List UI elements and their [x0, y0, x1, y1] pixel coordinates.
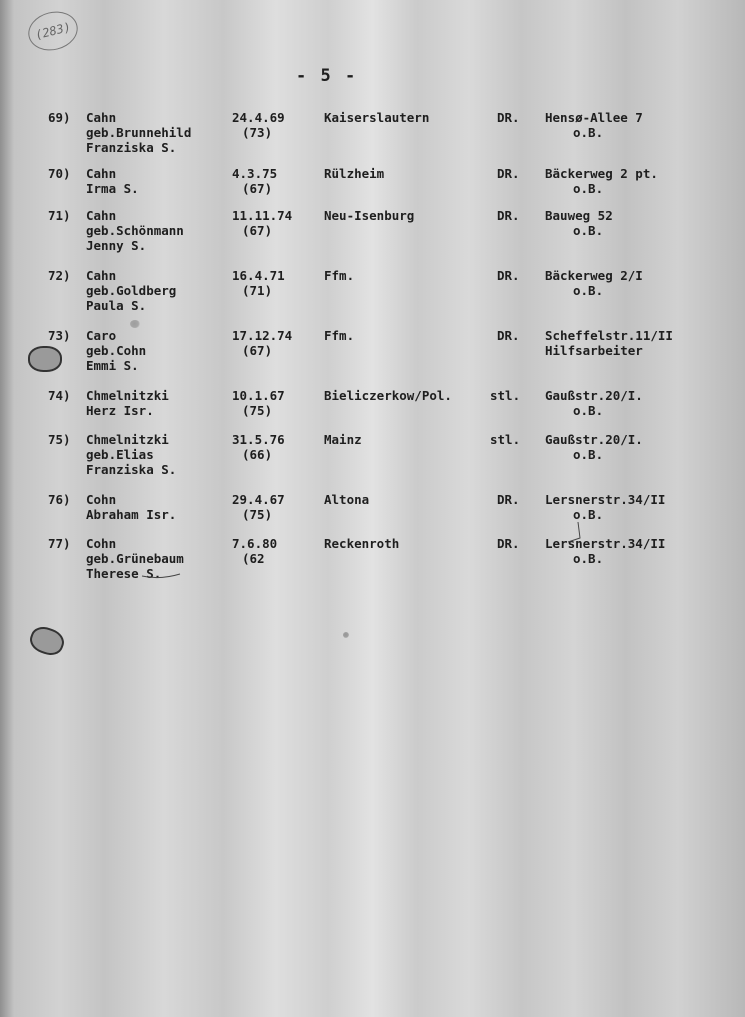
entry-address: Hensø-Allee 7 o.B.	[545, 110, 643, 140]
entry-birthplace: Altona	[324, 492, 370, 507]
entry-name: Cahn geb.Brunnehild Franziska S.	[86, 110, 192, 155]
entry-number: 74)	[48, 388, 71, 403]
entry-birthplace: Ffm.	[324, 328, 355, 343]
entry-status: DR.	[497, 110, 520, 125]
entry-name: Chmelnitzki Herz Isr.	[86, 388, 169, 418]
entry-birthdate: 4.3.75 (67)	[232, 166, 278, 196]
entry-birthplace: Bieliczerkow/Pol.	[324, 388, 452, 403]
entry-address: Lersnerstr.34/II o.B.	[545, 536, 666, 566]
entry-birthplace: Reckenroth	[324, 536, 400, 551]
entry-address: Bauweg 52 o.B.	[545, 208, 613, 238]
entry-birthdate: 7.6.80 (62	[232, 536, 278, 566]
punch-hole-mark	[28, 346, 62, 372]
entry-birthplace: Kaiserslautern	[324, 110, 430, 125]
entry-status: stl.	[490, 432, 521, 447]
entry-birthdate: 16.4.71 (71)	[232, 268, 285, 298]
entry-address: Bäckerweg 2 pt. o.B.	[545, 166, 658, 196]
entry-number: 73)	[48, 328, 71, 343]
entry-number: 76)	[48, 492, 71, 507]
entry-address: Gaußstr.20/I. o.B.	[545, 432, 643, 462]
ink-blot	[130, 320, 140, 328]
entry-birthplace: Ffm.	[324, 268, 355, 283]
entry-status: DR.	[497, 268, 520, 283]
pencil-mark	[560, 520, 600, 560]
entry-number: 69)	[48, 110, 71, 125]
entry-address: Gaußstr.20/I. o.B.	[545, 388, 643, 418]
entry-number: 72)	[48, 268, 71, 283]
entry-name: Cahn geb.Goldberg Paula S.	[86, 268, 177, 313]
entry-number: 75)	[48, 432, 71, 447]
pencil-mark	[140, 566, 200, 582]
entry-status: DR.	[497, 536, 520, 551]
entry-name: Cohn geb.Grünebaum Therese S.	[86, 536, 184, 581]
entry-status: DR.	[497, 208, 520, 223]
entry-status: stl.	[490, 388, 521, 403]
entry-birthdate: 24.4.69 (73)	[232, 110, 285, 140]
entry-name: Cahn Irma S.	[86, 166, 139, 196]
entry-address: Bäckerweg 2/I o.B.	[545, 268, 643, 298]
entry-number: 77)	[48, 536, 71, 551]
entry-name: Caro geb.Cohn Emmi S.	[86, 328, 147, 373]
entry-birthplace: Neu-Isenburg	[324, 208, 415, 223]
entry-birthdate: 11.11.74 (67)	[232, 208, 293, 238]
entry-birthdate: 17.12.74 (67)	[232, 328, 293, 358]
entry-number: 71)	[48, 208, 71, 223]
entry-address: Lersnerstr.34/II o.B.	[545, 492, 666, 522]
ink-blot	[343, 632, 349, 638]
entry-birthplace: Rülzheim	[324, 166, 385, 181]
entry-status: DR.	[497, 492, 520, 507]
entry-status: DR.	[497, 166, 520, 181]
entry-name: Cohn Abraham Isr.	[86, 492, 177, 522]
entry-name: Chmelnitzki geb.Elias Franziska S.	[86, 432, 177, 477]
entry-status: DR.	[497, 328, 520, 343]
entry-name: Cahn geb.Schönmann Jenny S.	[86, 208, 184, 253]
archive-stamp: (283)	[24, 7, 82, 56]
page-number: - 5 -	[296, 66, 358, 86]
punch-hole-mark	[27, 623, 68, 659]
entry-birthplace: Mainz	[324, 432, 362, 447]
entry-birthdate: 29.4.67 (75)	[232, 492, 285, 522]
entry-number: 70)	[48, 166, 71, 181]
entry-birthdate: 31.5.76 (66)	[232, 432, 285, 462]
entry-address: Scheffelstr.11/II Hilfsarbeiter	[545, 328, 673, 358]
entry-birthdate: 10.1.67 (75)	[232, 388, 285, 418]
